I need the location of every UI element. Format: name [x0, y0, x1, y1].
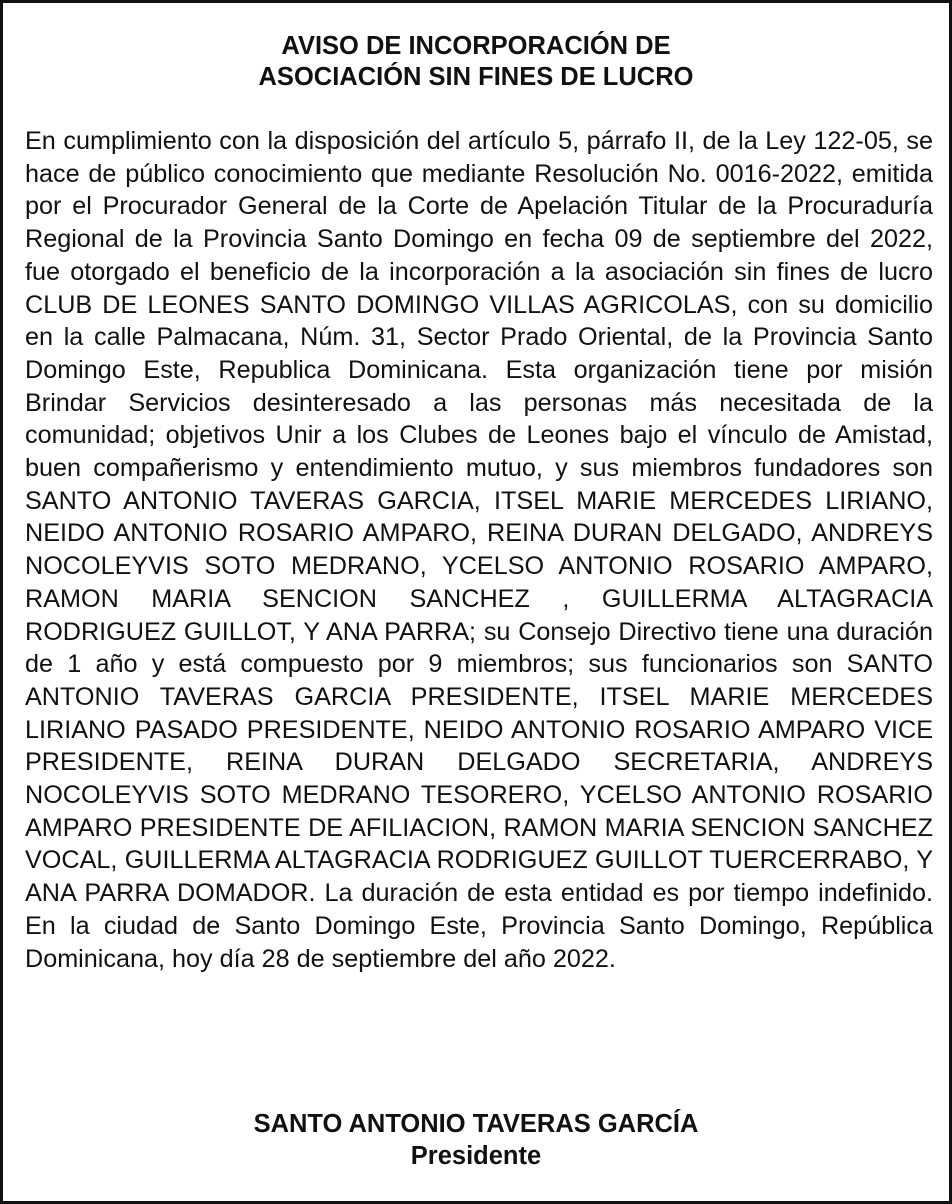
signatory-name: SANTO ANTONIO TAVERAS GARCÍA: [253, 1110, 699, 1138]
signature-block: [3, 1108, 949, 1172]
notice-title-line-1: AVISO DE INCORPORACIÓN DE: [281, 32, 671, 60]
signatory-title: Presidente: [410, 1142, 542, 1170]
notice-body: En cumplimiento con la disposición del artículo 5, párrafo II, de la Ley 122-05, se hace de público conocimiento que mediante Resolución No. 0016-2022, emitida por el Procurador General de la Corte de Apelación Titular de la Procuraduría Regional de la Provincia Santo Domingo en fecha 09 de septiembre del 2022, fue otorgado el beneficio de la incorporación a la asociación sin fines de lucro CLUB DE LEONES SANTO DOMINGO VILLAS AGRICOLAS, con su domicilio en la calle Palmacana, Núm. 31, Sector Prado Oriental, de la Provincia Santo Domingo Este, Republica Dominicana. Esta organización tiene por misión Brindar Servicios desinteresado a las personas más necesitada de la comunidad; objetivos Unir a los Clubes de Leones bajo el vínculo de Amistad, buen compañerismo y entendimiento mutuo, y sus miembros fundadores son SANTO ANTONIO TAVERAS GARCIA, ITSEL MARIE MERCEDES LIRIANO, NEIDO ANTONIO ROSARIO AMPARO, REINA DURAN DELGADO, ANDREYS NOCOLEYVIS SOTO MEDRANO, YCELSO ANTONIO ROSARIO AMPARO, RAMON MARIA SENCION SANCHEZ , GUILLERMA ALTAGRACIA RODRIGUEZ GUILLOT, Y ANA PARRA; su Consejo Directivo tiene una duración de 1 año y está compuesto por 9 miembros; sus funcionarios son SANTO ANTONIO TAVERAS GARCIA PRESIDENTE, ITSEL MARIE MERCEDES LIRIANO PASADO PRESIDENTE, NEIDO ANTONIO ROSARIO AMPARO VICE PRESIDENTE, REINA DURAN DELGADO SECRETARIA, ANDREYS NOCOLEYVIS SOTO MEDRANO TESORERO, YCELSO ANTONIO ROSARIO AMPARO PRESIDENTE DE AFILIACION, RAMON MARIA SENCION SANCHEZ VOCAL, GUILLERMA ALTAGRACIA RODRIGUEZ GUILLOT TUERCERRABO, Y ANA PARRA DOMADOR. La duración de esta entidad es por tiempo indefinido. En la ciudad de Santo Domingo Este, Provincia Santo Domingo, República Dominicana, hoy día 28 de septiembre del año 2022.: [25, 127, 933, 973]
notice-title-line-2: ASOCIACIÓN SIN FINES DE LUCRO: [258, 63, 694, 91]
notice-title: [3, 31, 949, 93]
